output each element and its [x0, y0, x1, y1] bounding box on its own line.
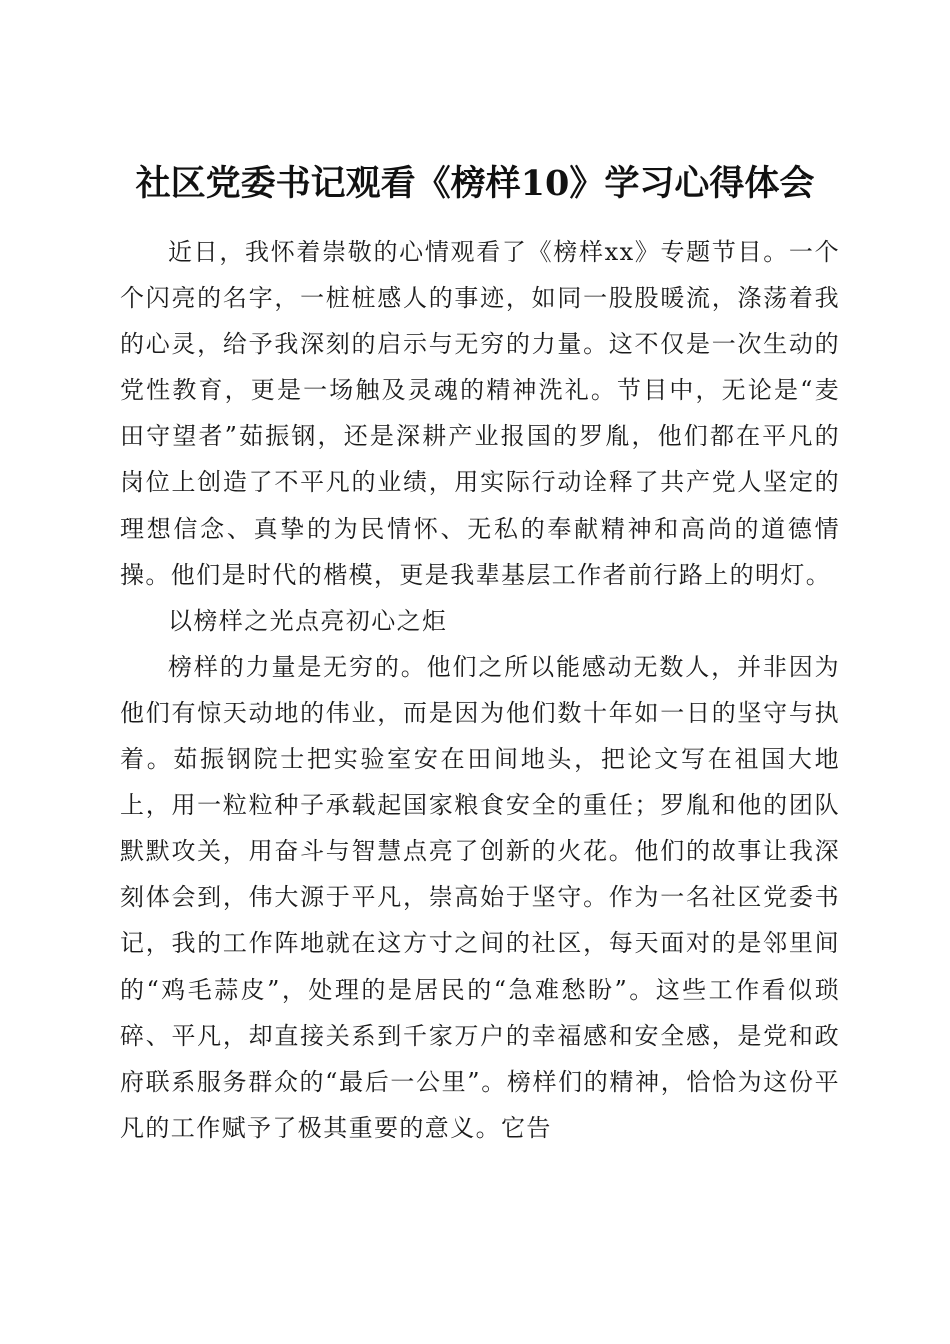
intro-paragraph: 近日，我怀着崇敬的心情观看了《榜样xx》专题节目。一个个闪亮的名字，一桩桩感人的事迹，如同一股股暖流，涤荡着我的心灵，给予我深刻的启示与无穷的力量。这不仅是一次生动的党性教育，更是一场触及灵魂的精神洗礼。节目中，无论是“麦田守望者”茹振钢，还是深耕产业报国的罗胤，他们都在平凡的岗位上创造了不平凡的业绩，用实际行动诠释了共产党人坚定的理想信念、真挚的为民情怀、无私的奉献精神和高尚的道德情操。他们是时代的楷模，更是我辈基层工作者前行路上的明灯。 — [120, 238, 840, 589]
document-body — [120, 229, 840, 1151]
document-title: 社区党委书记观看《榜样10》学习心得体会 — [135, 163, 815, 205]
section-subheading: 以榜样之光点亮初心之炬 — [168, 606, 448, 635]
body-paragraph: 榜样的力量是无穷的。他们之所以能感动无数人，并非因为他们有惊天动地的伟业，而是因为他们数十年如一日的坚守与执着。茹振钢院士把实验室安在田间地头，把论文写在祖国大地上，用一粒粒种子承载起国家粮食安全的重任；罗胤和他的团队默默攻关，用奋斗与智慧点亮了创新的火花。他们的故事让我深刻体会到，伟大源于平凡，崇高始于坚守。作为一名社区党委书记，我的工作阵地就在这方寸之间的社区，每天面对的是邻里间的“鸡毛蒜皮”，处理的是居民的“急难愁盼”。这些工作看似琐碎、平凡，却直接关系到千家万户的幸福感和安全感，是党和政府联系服务群众的“最后一公里”。榜样们的精神，恰恰为这份平凡的工作赋予了极其重要的意义。它告 — [120, 652, 840, 1142]
